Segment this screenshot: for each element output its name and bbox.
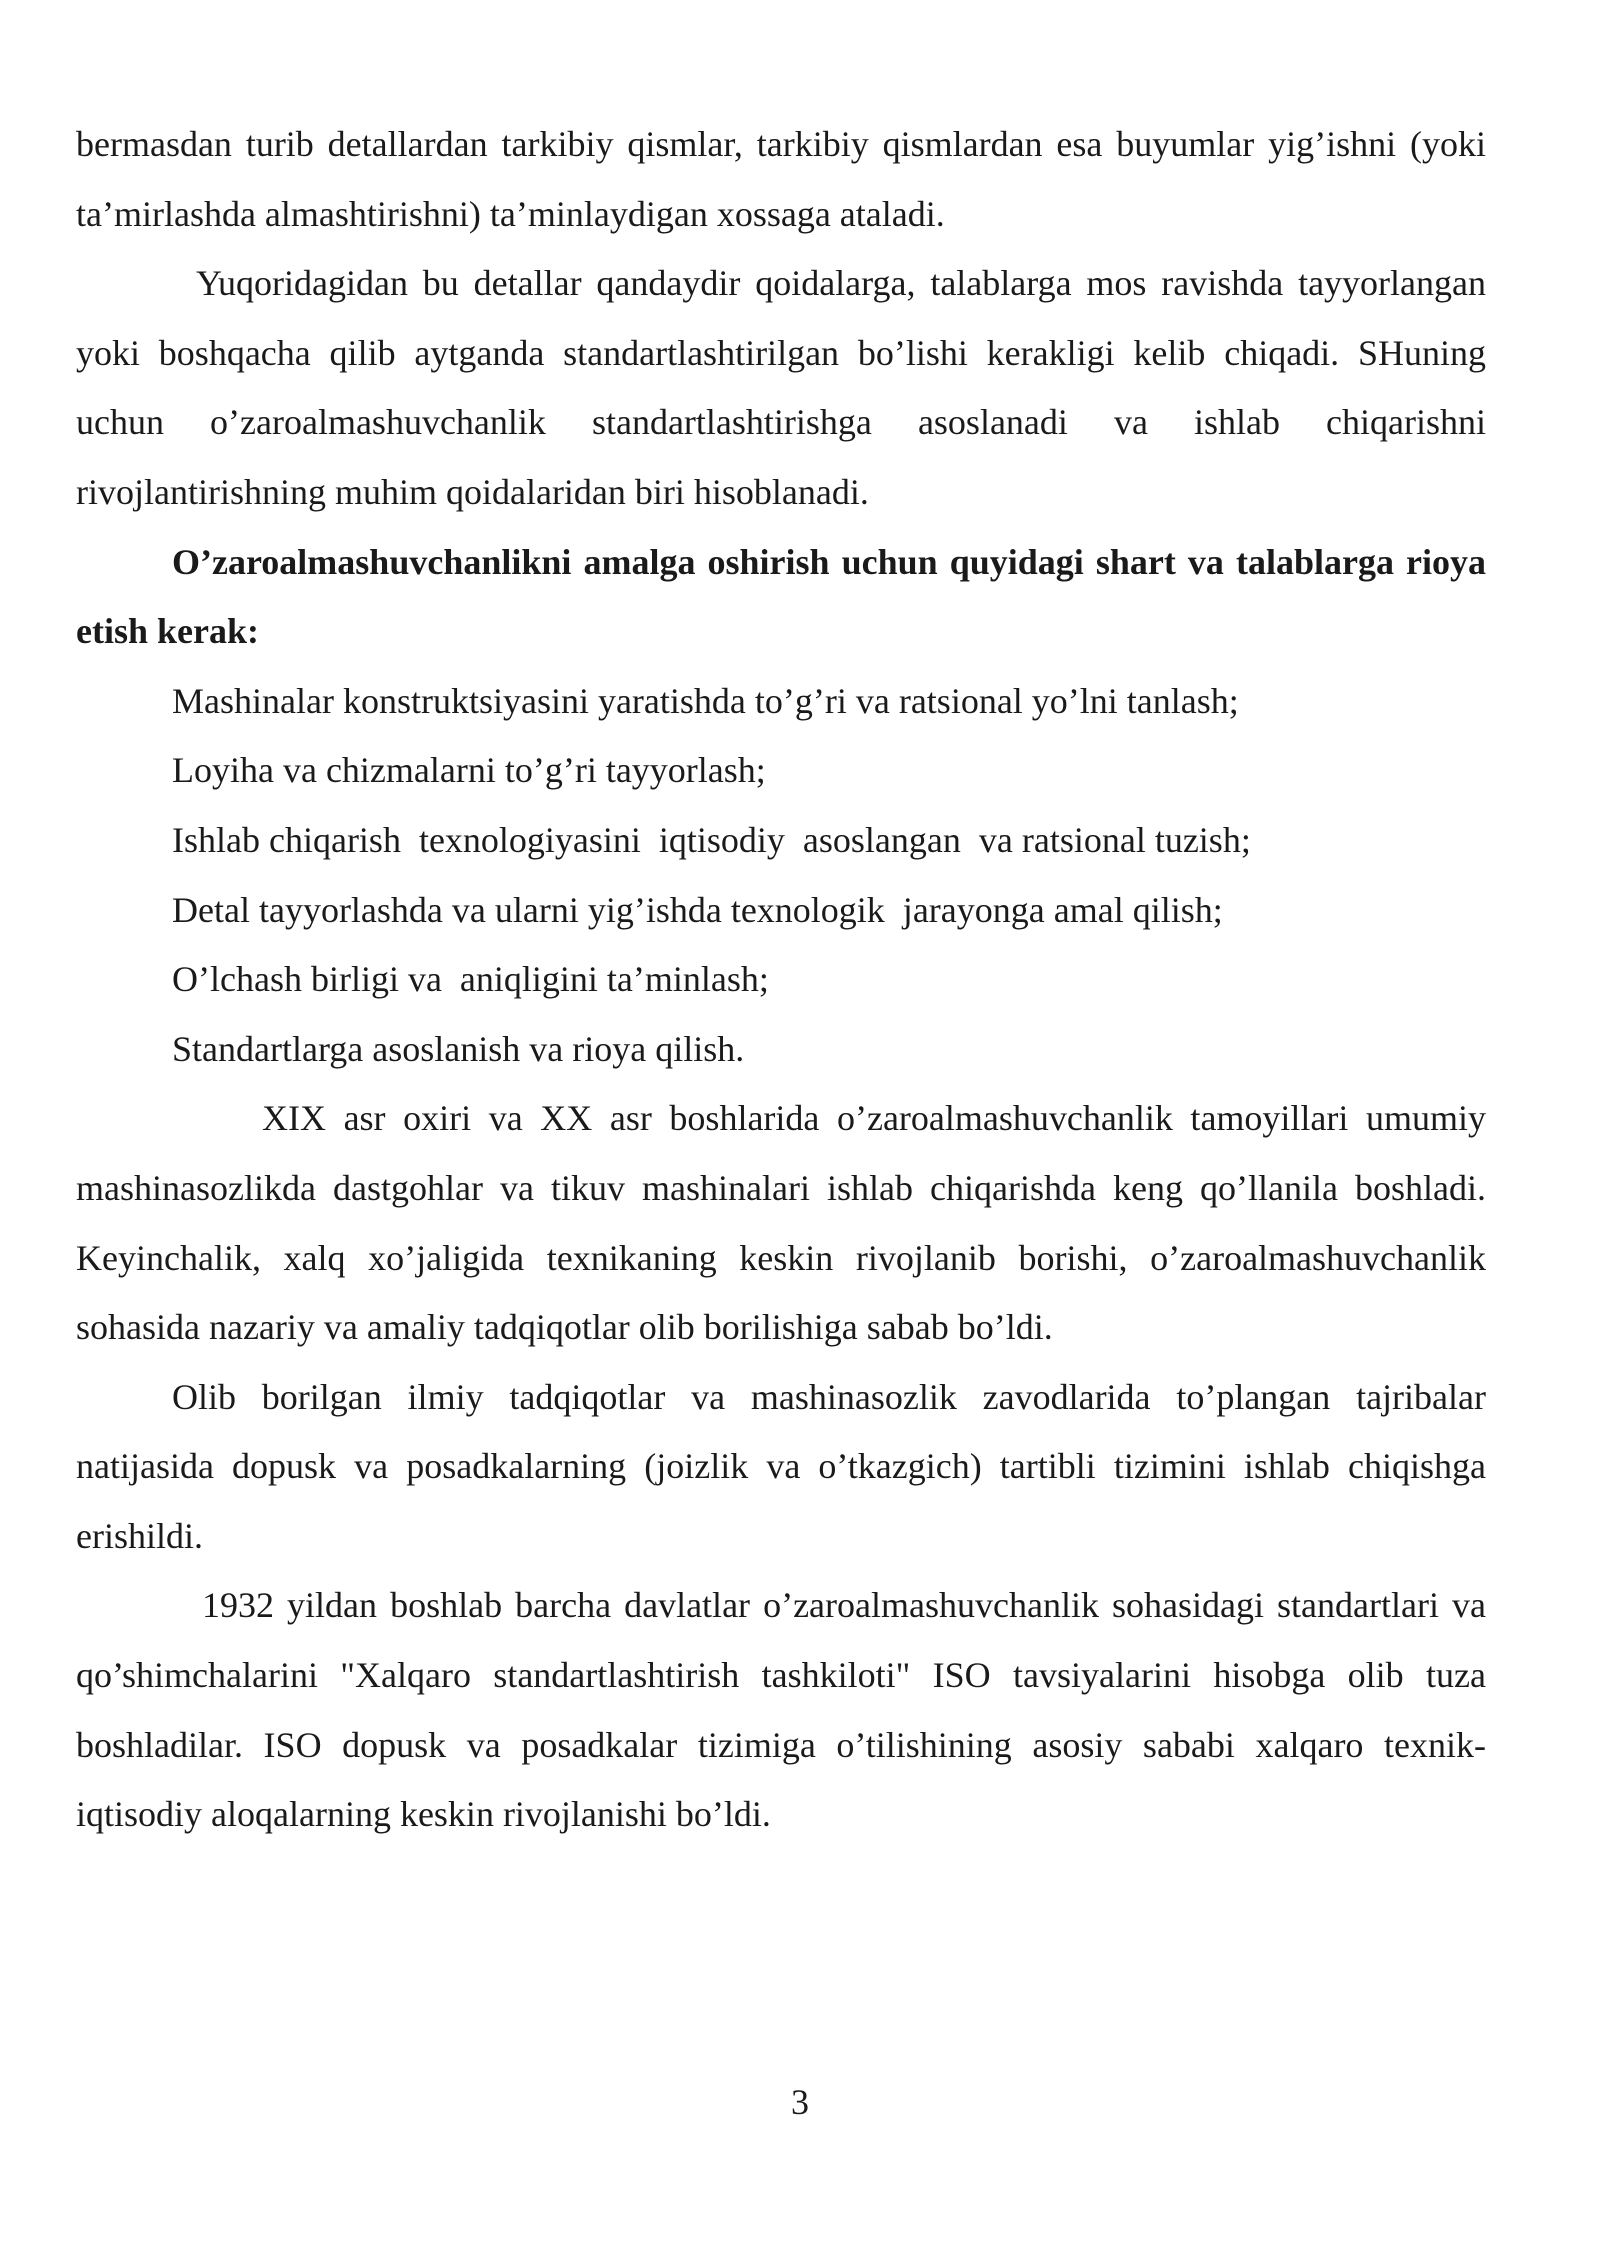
paragraph-continuation: bermasdan turib detallardan tarkibiy qismlar, tarkibiy qismlardan esa buyumlar yig’ishni (yoki ta’mirlashda almashtirishni) ta’minlaydigan xossaga ataladi.: [76, 124, 1486, 234]
paragraph-iso: 1932 yildan boshlab barcha davlatlar o’zaroalmashuvchanlik sohasidagi standartlari va qo’shimchalarini "Xalqaro standartlashtirish tashkiloti" ISO tavsiyalarini hisobga olib tuza boshladilar. ISO dopusk va posadkalar tizimiga o’tilishining asosiy sababi xalqaro texnik-iqtisodiy aloqalarning keskin rivojlanishi bo’ldi.: [76, 1585, 1486, 1835]
list-item-4: Detal tayyorlashda va ularni yig’ishda texnologik jarayonga amal qilish;: [172, 889, 1223, 930]
section-heading: O’zaroalmashuvchanlikni amalga oshirish uchun quyidagi shart va talablarga rioya etish kerak:: [76, 541, 1486, 652]
document-body: [76, 110, 1486, 1850]
paragraph-history: XIX asr oxiri va XX asr boshlarida o’zaroalmashuvchanlik tamoyillari umumiy mashinasozlikda dastgohlar va tikuv mashinalari ishlab chiqarishda keng qo’llanila boshladi. Keyinchalik, xalq xo’jaligida texnikaning keskin rivojlanib borishi, o’zaroalmashuvchanlik sohasida nazariy va amaliy tadqiqotlar olib borilishiga sabab bo’ldi.: [76, 1098, 1486, 1348]
paragraph-research: Olib borilgan ilmiy tadqiqotlar va mashinasozlik zavodlarida to’plangan tajribalar natijasida dopusk va posadkalarning (joizlik va o’tkazgich) tartibli tizimini ishlab chiqishga erishildi.: [76, 1376, 1486, 1556]
list-item-1: Mashinalar konstruktsiyasini yaratishda to’g’ri va ratsional yo’lni tanlash;: [172, 680, 1239, 721]
list-item-3: Ishlab chiqarish texnologiyasini iqtisodiy asoslangan va ratsional tuzish;: [172, 819, 1251, 860]
list-item-5: O’lchash birligi va aniqligini ta’minlash;: [172, 959, 769, 1000]
page-number: 3: [791, 2082, 809, 2122]
list-item-2: Loyiha va chizmalarni to’g’ri tayyorlash;: [172, 750, 766, 791]
paragraph-standardization: Yuqoridagidan bu detallar qandaydir qoidalarga, talablarga mos ravishda tayyorlangan yoki boshqacha qilib aytganda standartlashtirilgan bo’lishi kerakligi kelib chiqadi. SHuning uchun o’zaroalmashuvchanlik standartlashtirishga asoslanadi va ishlab chiqarishni rivojlantirishning muhim qoidalaridan biri hisoblanadi.: [76, 263, 1486, 512]
list-item-6: Standartlarga asoslanish va rioya qilish.: [172, 1028, 745, 1069]
